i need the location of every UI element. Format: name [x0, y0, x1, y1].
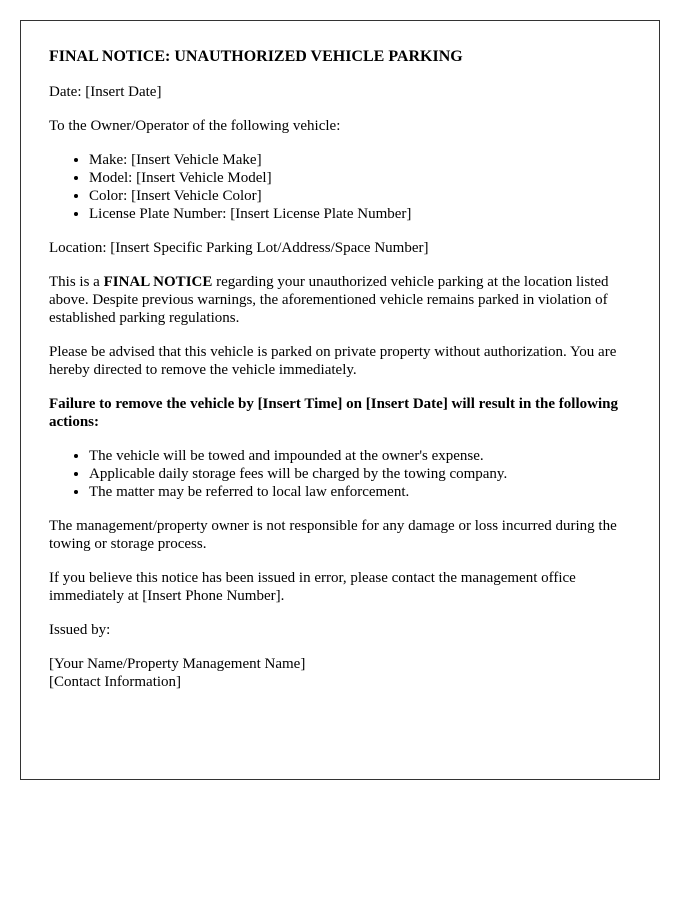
actions-list [49, 447, 631, 501]
vehicle-make-item: • Make: [Insert Vehicle Make] [89, 151, 631, 169]
location-line: Location: [Insert Specific Parking Lot/Address/Space Number] [49, 240, 429, 256]
paragraph-intro-text: This is a [49, 274, 104, 290]
vehicle-color-item: • Color: [Insert Vehicle Color] [89, 187, 631, 205]
action-item-storage-fees: • Applicable daily storage fees will be charged by the towing company. [89, 465, 631, 483]
final-notice-paragraph [49, 273, 631, 327]
date-line: Date: [Insert Date] [49, 84, 162, 100]
vehicle-details-list [49, 151, 631, 223]
action-item-law-enforcement: • The matter may be referred to local law enforcement. [89, 483, 631, 501]
consequence-heading: Failure to remove the vehicle by [Insert Time] on [Insert Date] will result in the following actions: [49, 396, 618, 430]
liability-paragraph: The management/property owner is not responsible for any damage or loss incurred during the towing or storage process. [49, 518, 617, 552]
final-notice-emphasis: FINAL NOTICE [103, 274, 213, 290]
contact-paragraph: If you believe this notice has been issued in error, please contact the management office immediately at [Insert Phone Number]. [49, 570, 576, 604]
signature-name: [Your Name/Property Management Name] [49, 656, 306, 672]
vehicle-model-item: • Model: [Insert Vehicle Model] [89, 169, 631, 187]
issued-by-label: Issued by: [49, 622, 111, 638]
notice-document [20, 20, 660, 780]
salutation: To the Owner/Operator of the following vehicle: [49, 118, 341, 134]
paragraph-body-text: regarding your unauthorized vehicle parking at the location listed above. Despite previous warnings, the aforementioned vehicle remains parked in violation of established parking regulations. [49, 274, 609, 326]
action-item-tow: • The vehicle will be towed and impounded at the owner's expense. [89, 447, 631, 465]
notice-title: FINAL NOTICE: UNAUTHORIZED VEHICLE PARKING [49, 48, 463, 65]
private-property-paragraph: Please be advised that this vehicle is parked on private property without authorization. You are hereby directed to remove the vehicle immediately. [49, 344, 617, 378]
license-plate-item: • License Plate Number: [Insert License Plate Number] [89, 205, 631, 223]
signature-contact: [Contact Information] [49, 674, 182, 690]
signature-block [49, 655, 631, 691]
